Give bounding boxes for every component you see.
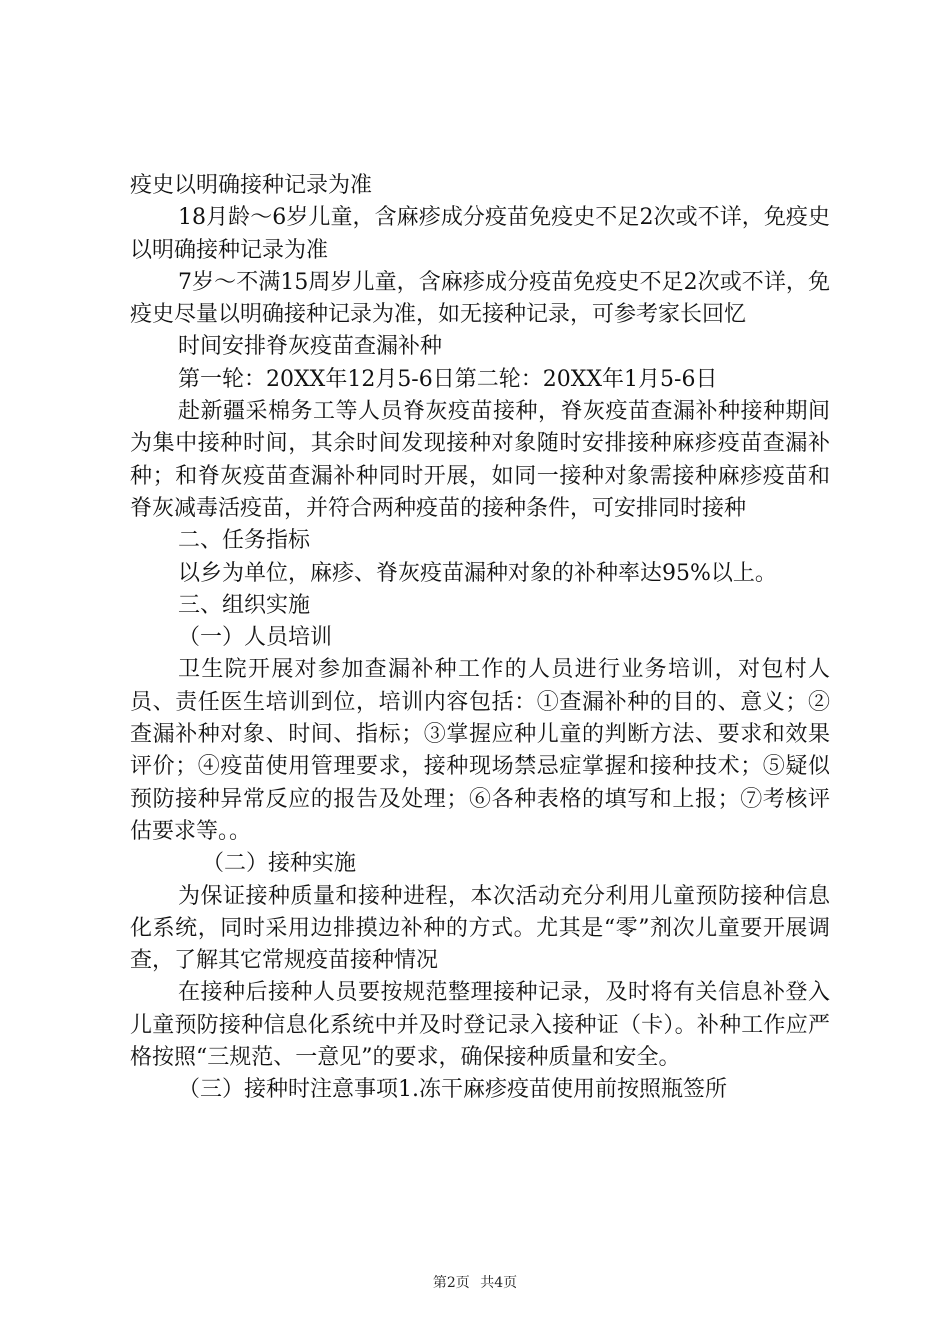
section-heading-organization: 三、组织实施 xyxy=(178,592,311,618)
paragraph-xinjiang-workers: 赴新疆采棉务工等人员脊灰疫苗接种，脊灰疫苗查漏补种接种期间为集中接种时间，其余时间发现接种对象随时安排接种麻疹疫苗查漏补种；和脊灰疫苗查漏补种同时开展，如同一接种对象需接种麻疹疫苗和脊灰减毒活疫苗，并符合两种疫苗的接种条件，可安排同时接种 xyxy=(130,399,830,521)
paragraph-rounds: 第一轮：20XX年12月5-6日第二轮：20XX年1月5-6日 xyxy=(178,366,718,392)
page-number: 第2页 xyxy=(432,1275,470,1291)
body-text xyxy=(130,170,830,1107)
paragraph-target-rate: 以乡为单位，麻疹、脊灰疫苗漏种对象的补种率达95%以上。 xyxy=(178,560,777,586)
subheading-training: （一）人员培训 xyxy=(178,625,333,651)
page-footer xyxy=(0,1272,950,1292)
paragraph-continuation: 疫史以明确接种记录为准 xyxy=(130,173,373,198)
paragraph-age-18m-6y: 18月龄～6岁儿童，含麻疹成分疫苗免疫史不足2次或不详，免疫史以明确接种记录为准 xyxy=(130,205,830,263)
paragraph-age-7-15y: 7岁～不满15周岁儿童，含麻疹成分疫苗免疫史不足2次或不详，免疫史尽量以明确接种记录为准，如无接种记录，可参考家长回忆 xyxy=(130,269,830,328)
paragraph-training: 卫生院开展对参加查漏补种工作的人员进行业务培训，对包村人员、责任医生培训到位，培训内容包括：①查漏补种的目的、意义；②查漏补种对象、时间、指标；③掌握应种儿童的判断方法、要求和效果评价；④疫苗使用管理要求，接种现场禁忌症掌握和接种技术；⑤疑似预防接种异常反应的报告及处理；⑥各种表格的填写和上报；⑦考核评估要求等。。 xyxy=(130,657,830,844)
section-heading-task-targets: 二、任务指标 xyxy=(178,528,311,554)
paragraph-implementation: 为保证接种质量和接种进程，本次活动充分利用儿童预防接种信息化系统，同时采用边排摸边补种的方式。尤其是“零”剂次儿童要开展调查，了解其它常规疫苗接种情况 xyxy=(130,883,830,974)
page-total: 共4页 xyxy=(480,1275,518,1291)
paragraph-records: 在接种后接种人员要按规范整理接种记录，及时将有关信息补登入儿童预防接种信息化系统中并及时登记录入接种证（卡）。补种工作应严格按照“三规范、一意见”的要求，确保接种质量和安全。 xyxy=(130,980,830,1071)
paragraph-schedule-heading: 时间安排脊灰疫苗查漏补种 xyxy=(178,334,443,360)
subheading-precautions: （三）接种时注意事项1.冻干麻疹疫苗使用前按照瓶签所 xyxy=(178,1077,727,1103)
subheading-implementation: （二）接种实施 xyxy=(202,851,357,877)
